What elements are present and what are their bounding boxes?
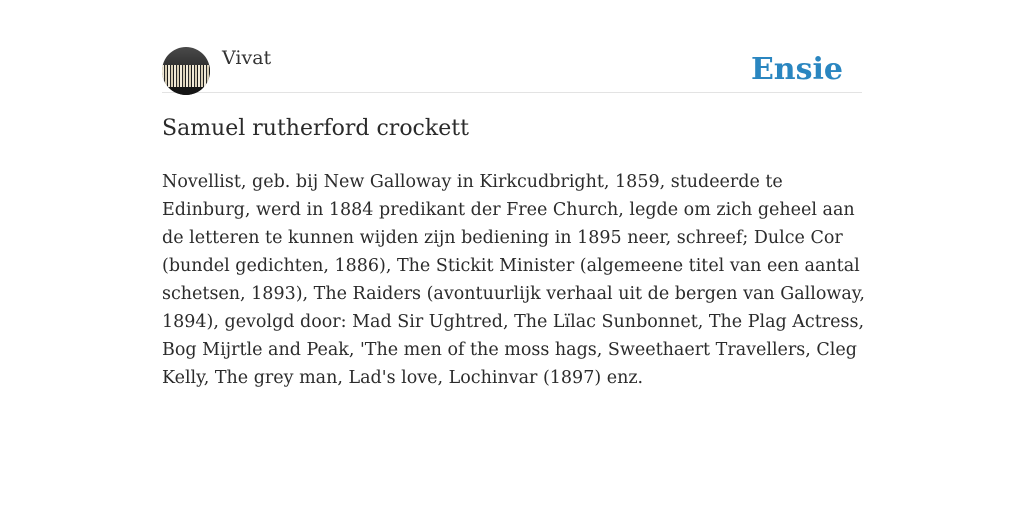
article-body: Novellist, geb. bij New Galloway in Kirkcudbright, 1859, studeerde te Edinburg, werd in 1884 predikant der Free Church, legde om zich geheel aan de letteren te kunnen wijden zijn bediening in 1895 neer, schreef; Dulce Cor (bundel gedichten, 1886), The Stickit Minister (algemeene titel van een aantal schetsen, 1893), The Raiders (avontuurlijk verhaal uit de bergen van Galloway, 1894), gevolgd door: Mad Sir Ughtred, The Lïlac Sunbonnet, The Plag Actress, Bog Mijrtle and Peak, 'The men of the moss hags, Sweethaert Travellers, Cleg Kelly, The grey man, Lad's love, Lochinvar (1897) enz.	[162, 172, 865, 388]
author-name[interactable]: Vivat	[222, 47, 272, 69]
site-logo[interactable]: Ensie	[750, 52, 843, 87]
bookshelf-avatar-icon	[162, 65, 210, 87]
shelf-decoration	[162, 87, 210, 95]
article-title: Samuel rutherford crockett	[162, 116, 469, 141]
author-avatar[interactable]	[162, 47, 210, 95]
page-header	[162, 46, 862, 93]
